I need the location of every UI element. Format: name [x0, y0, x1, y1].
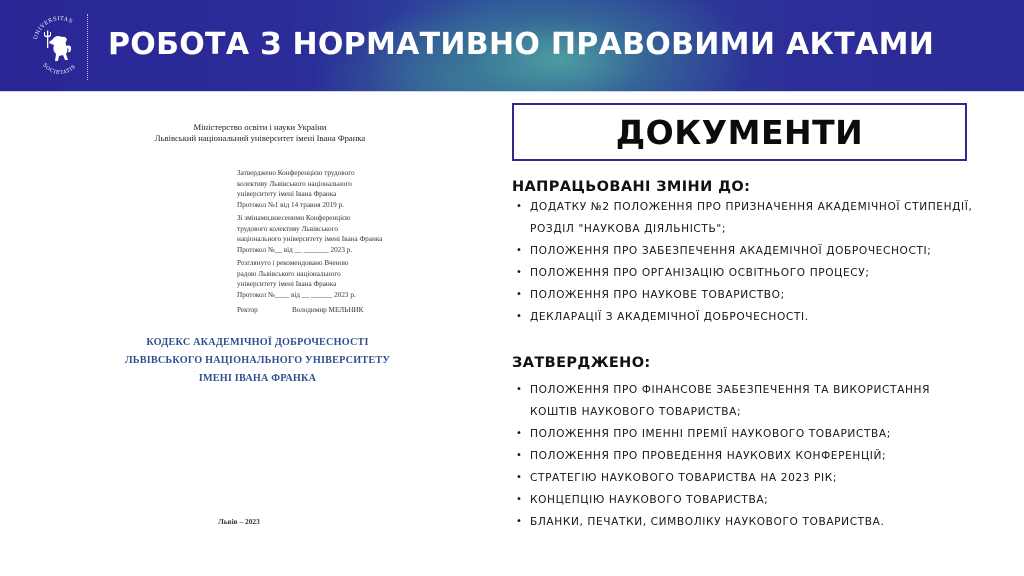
approval-line: трудового колективу Львівського: [237, 224, 338, 233]
bullet-icon: •: [516, 494, 523, 505]
university-line: Львівський національний університет імені Івана Франка: [154, 133, 366, 143]
list-item-text: ПОЛОЖЕННЯ ПРО ПРОВЕДЕННЯ НАУКОВИХ КОНФЕРЕНЦІЙ;: [530, 450, 887, 462]
seal-top-text: UNIVERSITAS: [32, 15, 74, 41]
list-item-text: СТРАТЕГІЮ НАУКОВОГО ТОВАРИСТВА НА 2023 РІК;: [530, 472, 838, 484]
approval-line: Затверджено Конференцією трудового: [237, 169, 355, 177]
bullet-icon: •: [516, 428, 523, 439]
list-item-text: ДЕКЛАРАЦІЇ З АКАДЕМІЧНОЇ ДОБРОЧЕСНОСТІ.: [530, 311, 809, 323]
list-item: [514, 379, 930, 423]
lion-icon: [44, 31, 71, 62]
bullet-icon: •: [516, 450, 523, 461]
bullet-icon: •: [516, 289, 523, 300]
signature-name: Володимир МЕЛЬНИК: [292, 306, 364, 314]
signature-role: Ректор: [237, 306, 258, 314]
drafted-changes-list: [514, 196, 972, 328]
ministry-line: Міністерство освіти і науки України: [193, 122, 327, 132]
list-item: [514, 445, 930, 467]
section-title-drafted-changes: НАПРАЦЬОВАНІ ЗМІНИ ДО:: [512, 179, 751, 195]
list-item: [514, 423, 930, 445]
approval-line: Протокол №____ від __ ______ 2023 р.: [237, 290, 356, 299]
list-item-text: ПОЛОЖЕННЯ ПРО ЗАБЕЗПЕЧЕННЯ АКАДЕМІЧНОЇ ДОБРОЧЕСНОСТІ;: [530, 245, 932, 257]
list-item: [514, 306, 972, 328]
seal-bottom-text: SOCIETATIS: [41, 62, 78, 77]
approval-block-3: [237, 258, 356, 300]
approval-line: радою Львівського національного: [237, 269, 341, 278]
document-heading: [110, 122, 410, 144]
approval-line: університету імені Івана Франка: [237, 280, 337, 288]
list-item-text: ПОЛОЖЕННЯ ПРО НАУКОВЕ ТОВАРИСТВО;: [530, 289, 785, 301]
list-item-text: ПОЛОЖЕННЯ ПРО ФІНАНСОВЕ ЗАБЕЗПЕЧЕННЯ ТА ВИКОРИСТАННЯ: [530, 384, 931, 396]
list-item-text: ДОДАТКУ №2 ПОЛОЖЕННЯ ПРО ПРИЗНАЧЕННЯ АКАДЕМІЧНОЇ СТИПЕНДІЇ,: [530, 201, 973, 213]
page-title: РОБОТА З НОРМАТИВНО ПРАВОВИМИ АКТАМИ: [108, 27, 935, 62]
bullet-icon: •: [516, 384, 523, 395]
svg-text:SOCIETATIS: [41, 62, 77, 76]
document-preview: [110, 115, 410, 545]
document-title-line: КОДЕКС АКАДЕМІЧНОЇ ДОБРОЧЕСНОСТІ: [146, 337, 369, 348]
bullet-icon: •: [516, 311, 523, 322]
list-item-text: КОНЦЕПЦІЮ НАУКОВОГО ТОВАРИСТВА;: [530, 494, 769, 506]
bullet-icon: •: [516, 516, 523, 527]
svg-text:UNIVERSITAS: [33, 16, 74, 40]
approval-line: Розглянуто і рекомендовано Вченою: [237, 259, 349, 267]
approval-block-2: [237, 213, 382, 255]
approval-line: національного університету імені Івана Франка: [237, 235, 383, 243]
approval-line: Зі змінами,внесеними Конференцією: [237, 214, 351, 222]
documents-title-box: [512, 103, 967, 161]
approval-line: університету імені Івана Франка: [237, 190, 337, 198]
list-item-text: РОЗДІЛ "НАУКОВА ДІЯЛЬНІСТЬ";: [530, 223, 726, 235]
approval-block-1: [237, 168, 355, 210]
logo-divider: [87, 14, 88, 80]
list-item: [514, 284, 972, 306]
approval-line: Протокол №1 від 14 травня 2019 р.: [237, 200, 344, 209]
list-item-text: ПОЛОЖЕННЯ ПРО ІМЕННІ ПРЕМІЇ НАУКОВОГО ТОВАРИСТВА;: [530, 428, 891, 440]
list-item-text: ПОЛОЖЕННЯ ПРО ОРГАНІЗАЦІЮ ОСВІТНЬОГО ПРОЦЕСУ;: [530, 267, 870, 279]
signature-line: [237, 306, 364, 314]
university-seal-icon: [28, 10, 92, 82]
documents-title: ДОКУМЕНТИ: [615, 112, 864, 152]
document-footer: Львів – 2023: [218, 517, 260, 526]
list-item: [514, 467, 930, 489]
list-item: [514, 511, 930, 533]
bullet-icon: •: [516, 245, 523, 256]
approval-line: Протокол №__ від __ _______ 2023 р.: [237, 245, 353, 254]
bullet-icon: •: [516, 267, 523, 278]
bullet-icon: •: [516, 201, 523, 212]
list-item: [514, 240, 972, 262]
document-title: [110, 334, 405, 388]
list-item: [514, 489, 930, 511]
list-item: [514, 262, 972, 284]
approved-list: [514, 379, 930, 533]
document-title-line: ЛЬВІВСЬКОГО НАЦІОНАЛЬНОГО УНІВЕРСИТЕТУ: [124, 355, 391, 366]
list-item-text: КОШТІВ НАУКОВОГО ТОВАРИСТВА;: [530, 406, 742, 418]
list-item-text: БЛАНКИ, ПЕЧАТКИ, СИМВОЛІКУ НАУКОВОГО ТОВАРИСТВА.: [530, 516, 885, 528]
section-title-approved: ЗАТВЕРДЖЕНО:: [512, 355, 651, 371]
approval-line: колективу Львівського національного: [237, 179, 352, 188]
slide-header: [0, 0, 1024, 92]
document-title-line: ІМЕНІ ІВАНА ФРАНКА: [198, 373, 317, 384]
bullet-icon: •: [516, 472, 523, 483]
list-item: [514, 196, 972, 240]
